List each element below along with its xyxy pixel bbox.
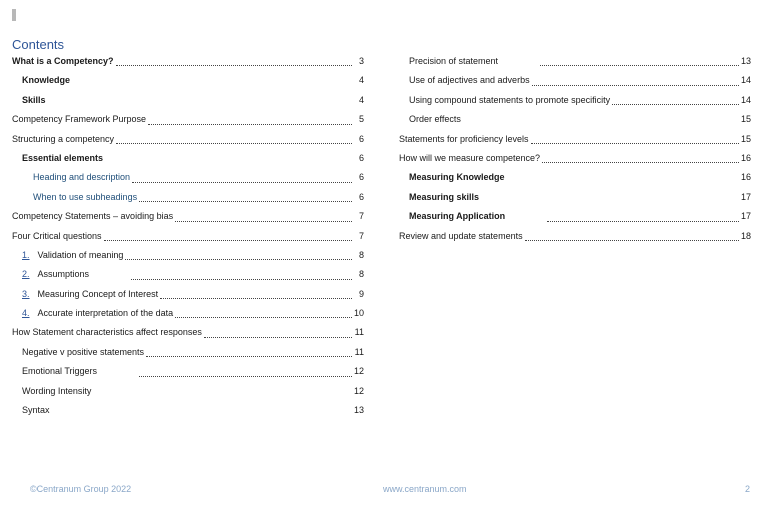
toc-leader-dots bbox=[139, 200, 352, 202]
footer-page-number: 2 bbox=[745, 484, 751, 494]
toc-entry[interactable] bbox=[399, 207, 751, 226]
page-marker bbox=[12, 9, 16, 21]
toc-leader-dots bbox=[146, 355, 352, 357]
toc-entry-label: Emotional Triggers bbox=[22, 366, 98, 377]
toc-leader-dots bbox=[131, 278, 352, 280]
toc-entry[interactable] bbox=[12, 149, 364, 168]
toc-leader-dots bbox=[612, 103, 739, 105]
toc-entry-label: Knowledge bbox=[22, 75, 71, 86]
toc-leader-dots bbox=[160, 297, 352, 299]
toc-entry-label: Validation of meaning bbox=[37, 249, 124, 260]
toc-entry-page: 14 bbox=[740, 75, 751, 86]
toc-leader-dots bbox=[204, 336, 352, 338]
toc-leader-dots bbox=[132, 181, 352, 183]
toc-entry[interactable] bbox=[12, 323, 364, 342]
toc-entry-number[interactable]: 1. bbox=[22, 249, 30, 260]
toc-entry-page: 6 bbox=[358, 152, 364, 163]
toc-leader-dots bbox=[52, 414, 352, 415]
toc-entry-number[interactable]: 2. bbox=[22, 269, 30, 280]
toc-entry[interactable] bbox=[12, 362, 364, 381]
toc-entry-page: 8 bbox=[358, 269, 364, 280]
toc-leader-dots bbox=[125, 258, 352, 260]
toc-entry[interactable] bbox=[12, 246, 364, 265]
toc-leader-dots bbox=[481, 201, 739, 202]
toc-leader-dots bbox=[525, 239, 739, 241]
toc-entry-page: 6 bbox=[358, 191, 364, 202]
toc-entry[interactable] bbox=[12, 227, 364, 246]
toc-entry-page: 11 bbox=[354, 346, 364, 357]
toc-leader-dots bbox=[105, 162, 352, 163]
toc-leader-dots bbox=[175, 220, 352, 222]
toc-entry-page: 4 bbox=[358, 94, 364, 105]
toc-entry-page: 5 bbox=[358, 114, 364, 125]
toc-entry[interactable] bbox=[12, 382, 364, 401]
toc-leader-dots bbox=[532, 84, 739, 86]
toc-leader-dots bbox=[531, 142, 739, 144]
toc-entry-label: Competency Statements – avoiding bias bbox=[12, 211, 174, 222]
toc-leader-dots bbox=[507, 182, 739, 183]
toc-leader-dots bbox=[93, 395, 352, 396]
toc-entry-page: 6 bbox=[358, 133, 364, 144]
toc-entry[interactable] bbox=[399, 71, 751, 90]
toc-entry-page: 17 bbox=[740, 211, 751, 222]
toc-entry-page: 7 bbox=[358, 211, 364, 222]
toc-entry-label: Wording Intensity bbox=[22, 385, 92, 396]
toc-entry-label: Structuring a competency bbox=[12, 133, 115, 144]
toc-entry-label: How will we measure competence? bbox=[399, 152, 541, 163]
toc-entry-page: 12 bbox=[353, 385, 364, 396]
toc-entry-page: 10 bbox=[353, 308, 364, 319]
toc-entry-label: Using compound statements to promote specificity bbox=[409, 94, 611, 105]
toc-entry-page: 6 bbox=[358, 172, 364, 183]
toc-entry-page: 8 bbox=[358, 249, 364, 260]
toc-entry-label: Statements for proficiency levels bbox=[399, 133, 529, 144]
toc-title: Contents bbox=[12, 37, 65, 52]
toc-entry-page: 15 bbox=[740, 133, 751, 144]
toc-entry[interactable] bbox=[12, 343, 364, 362]
toc-entry[interactable] bbox=[12, 71, 364, 90]
toc-entry-label: Review and update statements bbox=[399, 230, 523, 241]
toc-entry-label: Syntax bbox=[22, 405, 50, 416]
toc-entry[interactable] bbox=[12, 304, 364, 323]
toc-entry-label: Accurate interpretation of the data bbox=[37, 308, 174, 319]
toc-leader-dots bbox=[542, 161, 739, 163]
toc-entry[interactable] bbox=[12, 188, 364, 207]
toc-entry-label: Order effects bbox=[409, 114, 461, 125]
toc-entry[interactable] bbox=[12, 91, 364, 110]
toc-leader-dots bbox=[547, 220, 739, 222]
toc-entry[interactable] bbox=[12, 110, 364, 129]
toc-leader-dots bbox=[139, 375, 352, 377]
toc-entry-label: Essential elements bbox=[22, 152, 104, 163]
footer-copyright: ©Centranum Group 2022 bbox=[30, 484, 132, 494]
toc-entry[interactable] bbox=[12, 52, 364, 71]
toc-entry[interactable] bbox=[12, 285, 364, 304]
toc-entry[interactable] bbox=[399, 149, 751, 168]
toc-entry[interactable] bbox=[12, 168, 364, 187]
toc-entry[interactable] bbox=[399, 130, 751, 149]
toc-entry-page: 14 bbox=[740, 94, 751, 105]
toc-entry-number[interactable]: 3. bbox=[22, 288, 30, 299]
toc-leader-dots bbox=[540, 64, 739, 66]
toc-entry-label: Use of adjectives and adverbs bbox=[409, 75, 530, 86]
toc-entry-number[interactable]: 4. bbox=[22, 308, 30, 319]
toc-entry-label: When to use subheadings bbox=[33, 191, 138, 202]
toc-entry[interactable] bbox=[12, 130, 364, 149]
toc-entry-label: Four Critical questions bbox=[12, 230, 102, 241]
toc-entry[interactable] bbox=[399, 110, 751, 129]
toc-entry-page: 12 bbox=[353, 366, 364, 377]
toc-entry-label: Measuring Concept of Interest bbox=[37, 288, 159, 299]
toc-entry[interactable] bbox=[12, 265, 364, 284]
toc-entry-page: 9 bbox=[358, 288, 364, 299]
toc-leader-dots bbox=[104, 239, 352, 241]
toc-entry-label: Competency Framework Purpose bbox=[12, 114, 147, 125]
toc-entry[interactable] bbox=[12, 207, 364, 226]
toc-entry[interactable] bbox=[399, 188, 751, 207]
toc-entry[interactable] bbox=[399, 227, 751, 246]
toc-entry-page: 18 bbox=[740, 230, 751, 241]
toc-left-column bbox=[12, 52, 364, 420]
footer-website[interactable]: www.centranum.com bbox=[383, 484, 467, 494]
toc-entry-page: 16 bbox=[740, 152, 751, 163]
toc-entry-page: 16 bbox=[740, 172, 751, 183]
toc-entry-label: Negative v positive statements bbox=[22, 346, 145, 357]
toc-entry-label: Skills bbox=[22, 94, 46, 105]
toc-leader-dots bbox=[148, 123, 352, 125]
toc-entry-page: 4 bbox=[358, 75, 364, 86]
toc-entry-label: Measuring skills bbox=[409, 191, 480, 202]
toc-entry[interactable] bbox=[12, 401, 364, 420]
toc-leader-dots bbox=[72, 85, 352, 86]
toc-entry-page: 7 bbox=[358, 230, 364, 241]
toc-leader-dots bbox=[175, 316, 352, 318]
toc-leader-dots bbox=[116, 142, 352, 144]
toc-entry-page: 13 bbox=[353, 405, 364, 416]
toc-entry-label: Measuring Application bbox=[409, 211, 506, 222]
toc-entry[interactable] bbox=[399, 168, 751, 187]
toc-entry-page: 11 bbox=[354, 327, 364, 338]
toc-entry-page: 3 bbox=[358, 56, 364, 66]
toc-entry-label: Heading and description bbox=[33, 172, 131, 183]
toc-leader-dots bbox=[48, 104, 352, 105]
toc-right-column bbox=[399, 52, 751, 246]
toc-entry[interactable] bbox=[399, 52, 751, 71]
toc-entry-label: How Statement characteristics affect responses bbox=[12, 327, 202, 338]
toc-entry-page: 13 bbox=[740, 56, 751, 66]
toc-entry[interactable] bbox=[399, 91, 751, 110]
toc-entry-label: What is a Competency? bbox=[12, 56, 114, 66]
toc-entry-page: 15 bbox=[740, 114, 751, 125]
toc-entry-page: 17 bbox=[740, 191, 751, 202]
toc-entry-label: Precision of statement bbox=[409, 56, 499, 66]
toc-entry-label: Measuring Knowledge bbox=[409, 172, 505, 183]
toc-leader-dots bbox=[463, 124, 739, 125]
toc-entry-label: Assumptions bbox=[37, 269, 90, 280]
toc-leader-dots bbox=[116, 64, 352, 66]
